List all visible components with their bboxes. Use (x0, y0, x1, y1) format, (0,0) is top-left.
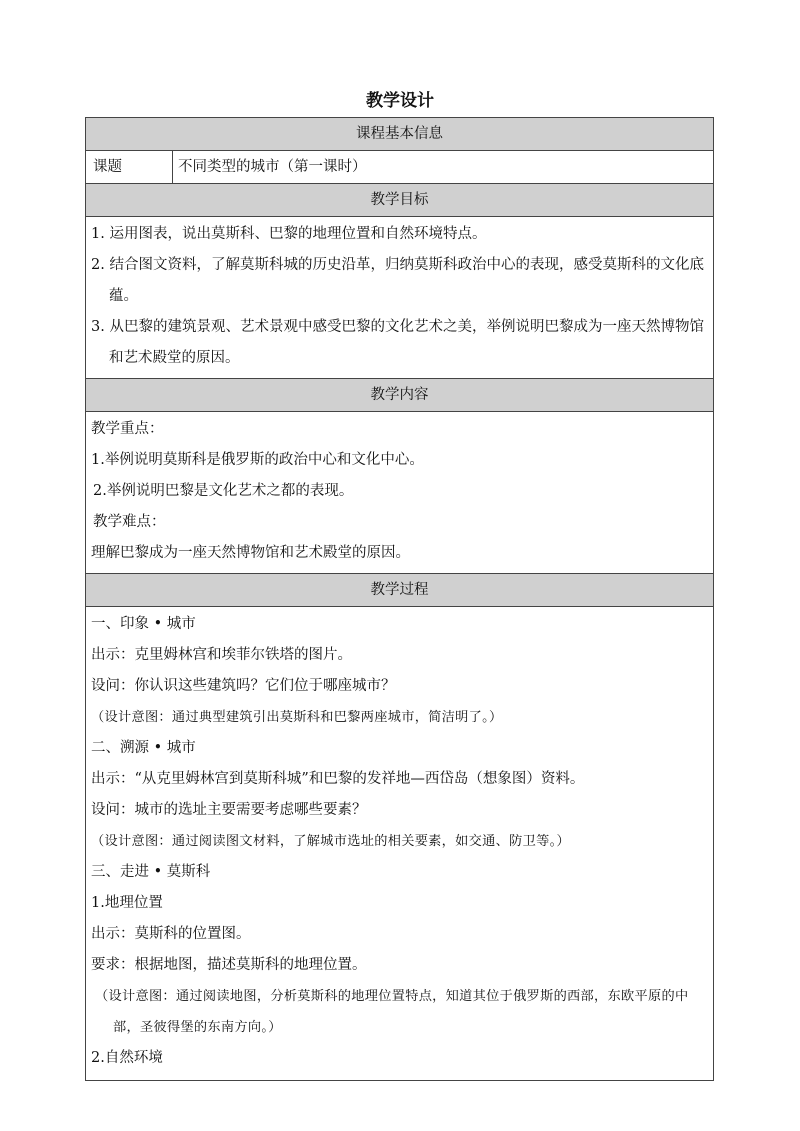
section-header-objectives: 教学目标 (86, 184, 713, 217)
design-intent: （设计意图：通过典型建筑引出莫斯科和巴黎两座城市，简洁明了。） (91, 710, 503, 725)
difficult-points-label: 教学难点： (93, 514, 166, 530)
key-point-item: 1.举例说明莫斯科是俄罗斯的政治中心和文化中心。 (91, 452, 424, 468)
process-step-title: 二、溯源 • 城市 (91, 740, 196, 756)
section-header-content: 教学内容 (86, 379, 713, 412)
process-question: 设问：城市的选址主要需要考虑哪些要素？ (91, 802, 367, 818)
objective-item: 1. 运用图表，说出莫斯科、巴黎的地理位置和自然环境特点。 (91, 226, 487, 242)
difficult-point-item: 理解巴黎成为一座天然博物馆和艺术殿堂的原因。 (91, 545, 410, 561)
key-point-item: 2.举例说明巴黎是文化艺术之都的表现。 (93, 483, 354, 499)
process-subtitle: 2.自然环境 (91, 1050, 163, 1066)
process-question: 设问：你认识这些建筑吗？它们位于哪座城市？ (91, 678, 396, 694)
design-intent: （设计意图：通过阅读图文材料，了解城市选址的相关要素，如交通、防卫等。） (91, 834, 570, 849)
objectives-block (86, 217, 713, 379)
process-show: 出示：莫斯科的位置图。 (91, 926, 251, 942)
process-show: 出示：克里姆林宫和埃菲尔铁塔的图片。 (91, 647, 352, 663)
section-header-process: 教学过程 (86, 574, 713, 607)
process-show: 出示：“从克里姆林宫到莫斯科城”和巴黎的发祥地—西岱岛（想象图）资料。 (91, 771, 585, 787)
topic-row (86, 151, 713, 184)
topic-value: 不同类型的城市（第一课时） (178, 159, 367, 175)
key-points-label: 教学重点： (91, 421, 164, 437)
design-intent: （设计意图：通过阅读地图，分析莫斯科的地理位置特点，知道其位于俄罗斯的西部，东欧平原的中部，圣彼得堡的东南方向。） (95, 989, 689, 1035)
objective-item: 3. 从巴黎的建筑景观、艺术景观中感受巴黎的文化艺术之美，举例说明巴黎成为一座天然博物馆和艺术殿堂的原因。 (91, 319, 704, 366)
process-step-title: 三、走进 • 莫斯科 (91, 864, 211, 880)
lesson-plan-table (85, 117, 714, 1081)
objective-item: 2. 结合图文资料，了解莫斯科城的历史沿革，归纳莫斯科政治中心的表现，感受莫斯科的文化底蕴。 (91, 257, 704, 304)
topic-label: 课题 (86, 151, 173, 183)
content-block (86, 412, 713, 574)
process-block (86, 607, 713, 1080)
process-requirement: 要求：根据地图，描述莫斯科的地理位置。 (91, 957, 367, 973)
document-title: 教学设计 (366, 91, 434, 111)
process-subtitle: 1.地理位置 (91, 895, 163, 911)
process-step-title: 一、印象 • 城市 (91, 616, 196, 632)
section-header-basic-info: 课程基本信息 (86, 118, 713, 151)
